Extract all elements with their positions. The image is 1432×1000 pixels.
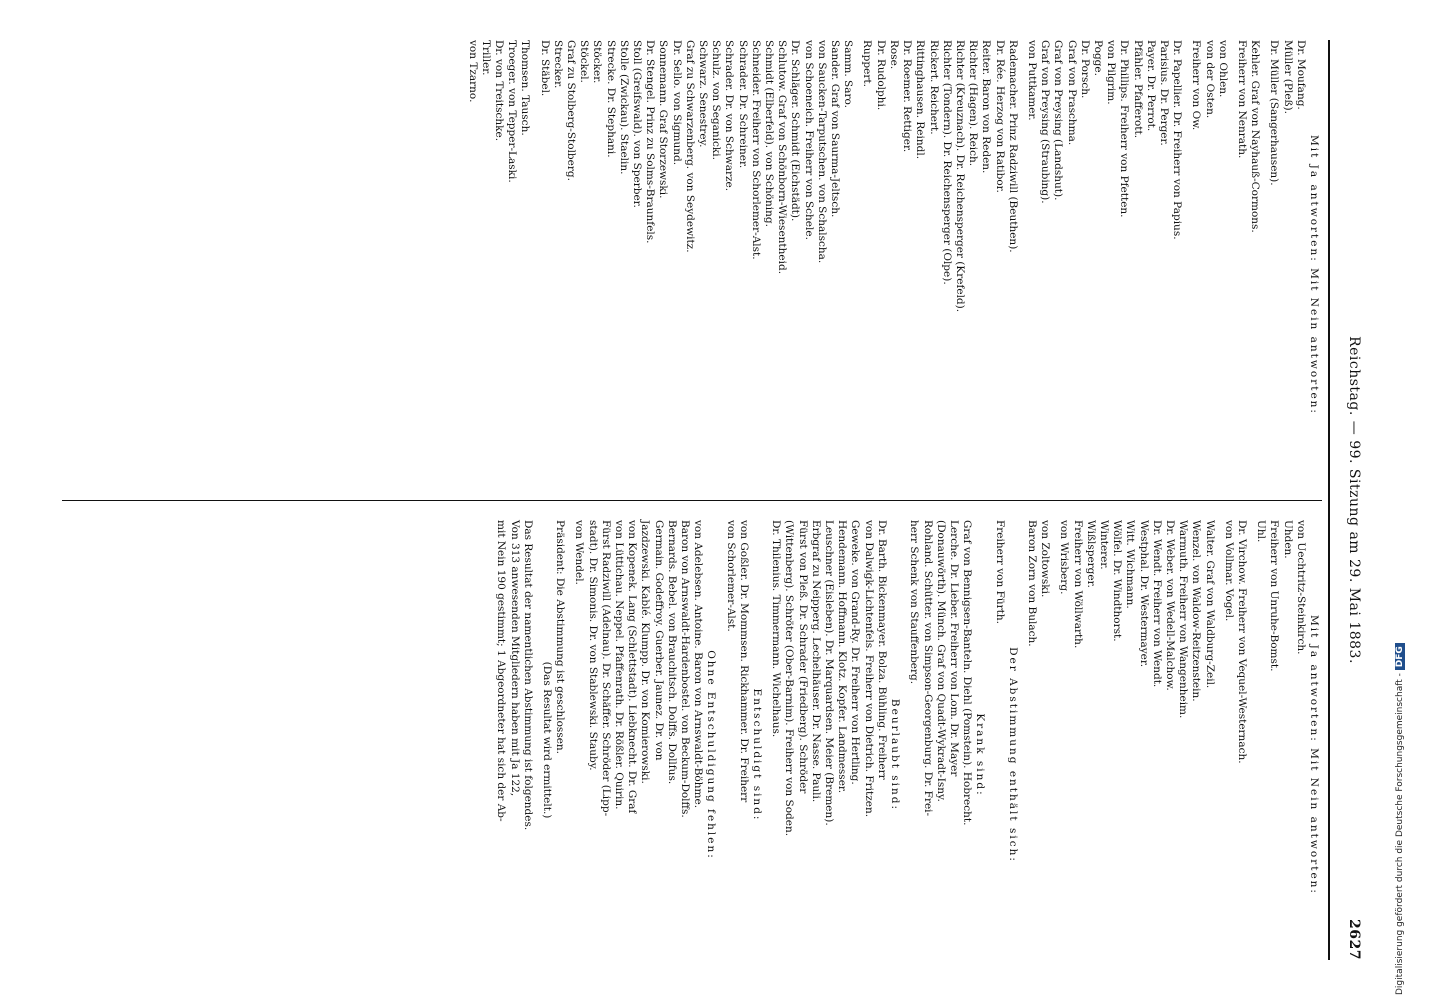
text-line: von Uechtritz-Steinkirch. [1294,520,1307,655]
text-line: Wißlsperger. [1084,520,1097,588]
text-line: von Pilgrim. [1105,40,1118,105]
text-line: Graf von Praschma. [1065,40,1078,146]
spacer [531,40,537,480]
text-line: Mit Ja antworten: Mit Nein antworten: [1308,135,1320,415]
text-line: Dr. Weber. von Wedell-Malchow. [1163,520,1176,691]
text-line: von Schoeneich. Freiherr von Schele. [802,40,815,240]
text-line: von der Osten. [1203,40,1216,119]
text-line: von Goßler. Dr. Mommsen. Rickhammer. Dr. Freiherr [737,520,750,803]
text-line: Stolle (Zwickau). Staelin. [617,40,630,175]
text-line: Das Resultat der namentlichen Abstimmung ist folgendes. [521,520,534,831]
text-line: von Puttkamer. [1025,40,1038,121]
spacer [1216,520,1222,960]
text-line: Von 313 anwesenden Mitgliedern haben mit Ja 122, [508,520,521,797]
text-line: Müller (Pleß). [1281,40,1294,114]
text-line: Richter (Kreuznach). Dr. Reichensperger (Krefeld). [953,40,966,313]
text-line: Witt. Wichmann. [1124,520,1137,609]
text-line: Rittinghausen. Reindl. [914,40,927,160]
text-line: Dr. Virchow. Freiherr von Vequel-Westernach. [1235,520,1248,764]
text-line: von Zoltowski. [1039,520,1052,598]
text-line: Dr. Wendt. Freiherr von Wendt. [1150,520,1163,688]
text-line: Sander. Graf von Saurma-Jeltsch. [829,40,842,218]
text-line: Fürst Radziwill (Adelnau). Dr. Schäffer. Schröder (Lipp- [599,520,612,817]
text-line: von Tzarno. [466,40,479,103]
text-line: Thomsen. Tausch. [519,40,532,136]
text-line: Baron Zorn von Bulach. [1025,520,1038,647]
text-line: Graf zu Stolberg-Stolberg. [565,40,578,181]
text-line: Troeger. von Tepper-Laski. [506,40,519,183]
text-line: von Dalwigk-Lichtenfels. Freiherr von Dietrich. Fritzen. [862,520,875,818]
text-line: Rose. [887,40,900,70]
text-line: Schlutow. Graf von Schönborn-Wiesentheid. [776,40,789,275]
right-column [494,520,1320,960]
text-line: von Vollmar. Vogel. [1222,520,1235,622]
text-line: von Wendel. [573,520,586,585]
text-line: Dr. Stäbel. [538,40,551,97]
spacer [1019,40,1025,480]
text-line: Richter (Hagen). Reich. [967,40,980,167]
text-line: Stöcker. [591,40,604,84]
dfg-logo: DFG [1395,643,1405,670]
text-line: Westphal. Dr. Westermayer. [1137,520,1150,668]
text-line: herr Schenk von Stauffenberg. [908,520,921,685]
text-line: Fürst von Pleß. Dr. Schrader (Friedberg). Schröder [796,520,809,794]
text-line: von Adelebsen. Antoine. Baron von Arnswaldt-Böhme. [692,520,705,809]
text-line: von Kopenek. Lang (Schlettstadt). Liebknecht. Dr. Graf [626,520,639,814]
text-line: Der Abstimmung enthält sich: [1006,647,1019,863]
text-line: Dr. Phillips. Freiherr von Pfetten. [1118,40,1131,218]
text-line: Payer. Dr. Perrot. [1144,40,1157,132]
text-line: Lerche. Dr. Lieber. Freiherr von Lom. Dr. Mayer [947,520,960,777]
text-line: Erbgraf zu Neipperg. Lechelhäuser. Dr. Nasse. Pauli. [809,520,822,803]
text-line: Freiherr von Wöllwarth. [1071,520,1084,649]
text-line: Ohne Entschuldigung fehlen: [705,650,718,860]
text-line: Rademacher. Prinz Radziwill (Beuthen). [1006,40,1019,253]
text-line: Dr. Thilenius. Timmermann. Wichelhaus. [770,520,783,738]
text-line: Richter (Tondern). Dr. Reichensperger (Olpe). [940,40,953,285]
text-line: Leuschner (Eisleben). Dr. Marquardsen. Meier (Bremen). [823,520,836,826]
text-line: Schneider. Freiherr von Schorlemer-Alst. [749,40,762,260]
column-divider [62,500,1322,501]
text-line: Stöckel. [578,40,591,83]
header-rule [1328,40,1330,960]
text-line: Freiherr von Ow. [1190,40,1203,131]
text-line: Walter. Graf von Waldburg-Zeil. [1203,520,1216,689]
text-line: Dr. Porsch. [1078,40,1091,99]
text-line: Triller. [479,40,492,76]
text-line: Schmidt (Elberfeld). von Schöning. [763,40,776,227]
text-line: Schrader. Dr. von Schwarze. [723,40,736,192]
text-line: Entschuldigt sind: [751,688,764,822]
text-line: Uhden. [1281,520,1294,559]
text-line: Winterer. [1097,520,1110,570]
text-line: Baron von Arnswaldt-Hardenbostel. von Beckum-Dolffs. [679,520,692,818]
text-line: Germain. Godeffroy. Guerber. Jaunez. Dr. von [652,520,665,761]
text-line: Dr. Moufang. [1294,40,1307,110]
text-line: stadt). Dr. Simonis. Dr. von Stablewski. Stauby. [586,520,599,771]
rotated-page [8,0,1370,1000]
text-line: Dr. von Treitschke. [493,40,506,142]
text-line: Warmuth. Freiherr von Wangenheim. [1177,520,1190,719]
digitization-note [1395,643,1405,995]
text-line: Freiherr von Nenrath. [1235,40,1248,159]
text-line: Stoll (Greifswald). von Sperber. [631,40,644,208]
text-line: Dr. Schläger. Schmidt (Eichstädt). [789,40,802,222]
text-line: Dr. Roemer. Rettiger. [901,40,914,153]
text-line: Mit Ja antworten: Mit Nein antworten: [1308,615,1320,895]
header-title: Reichstag. — 99. Sitzung am 29. Mai 1883. [1346,336,1362,664]
text-line: mit Nein 190 gestimmt; 1 Abgeordneter hat sich der Ab- [495,520,508,822]
text-line: Graf von Bennigsen-Banteln. Diehl (Pomstein). Hobrecht. [961,520,974,826]
text-line: (Das Resultat wird ermittelt.) [541,661,554,819]
text-line: (Donauwörth). Münch. Graf von Quadt-Wykradt-Isny. [934,520,947,802]
text-line: Freiherr von Unruhe-Bomst. [1268,520,1281,672]
text-line: Präsident: Die Abstimmung ist geschlossen. [554,520,567,755]
text-line: Pfähler. Pfafferott. [1131,40,1144,139]
spacer [534,520,540,960]
text-line: Strecker. [551,40,564,89]
text-line: von Saucken-Tarputschen. von Schalscha. [815,40,828,264]
text-line: von Ohlen. [1216,40,1229,98]
text-line: Dr. Papellier. Dr. Freiherr von Papius. [1171,40,1184,240]
text-line: Dr. Barth. Bickenmayer. Bolza. Bühling. Freiherr [875,520,888,780]
text-line: Schrader. Dr. Schreiner. [736,40,749,169]
text-line: Graf von Preysing (Straubing). [1039,40,1052,204]
text-line: Strecke. Dr. Stephani. [604,40,617,158]
text-line: Wenzel. von Waldow-Reitzenstein. [1190,520,1203,702]
spacer [1229,40,1235,480]
text-line: Sonnemann. Graf Storzewski. [657,40,670,199]
text-line: Rickert. Reichert. [927,40,940,135]
text-line: Dr. Müller (Sangerhausen). [1268,40,1281,186]
text-line: Jazdzewski. Kablé. Klumpp. Dr. von Komierowski. [639,520,652,784]
text-line: Schwarz. Senestrey. [697,40,710,148]
text-line: Geweke. von Grand-Ry. Dr. Freiherr von Hertling. [849,520,862,785]
text-line: Dr. Rée. Herzog von Ratibor. [993,40,1006,193]
text-line: Dr. Rudolphi. [874,40,887,111]
text-line: von Wrisberg. [1058,520,1071,595]
text-line: Schulz. von Seganicki. [710,40,723,160]
spacer [1019,520,1025,960]
text-line: Bernards. Bebel. von Brauchitsch. Dolffs. Dollfus. [665,520,678,785]
text-line: Reiter. Baron von Reden. [980,40,993,174]
text-line: Kehler. Graf von Nayhauß-Cormons. [1249,40,1262,233]
text-line: Freiherr von Fürth. [993,520,1006,624]
left-column [465,40,1320,480]
text-line: Rohland. Schütter. von Simpson-Georgenburg. Dr. Frei- [921,520,934,817]
page-number: 2627 [1346,919,1362,960]
text-line: von Lüttichau. Neppel. Pfaffenrath. Dr. Rößler. Quirin. [613,520,626,810]
text-line: von Schorlemer-Alst. [724,520,737,632]
text-line: Samm. Saro. [842,40,855,108]
text-line: Krank sind: [974,713,987,797]
text-line: Parisius. Dr. Perger. [1157,40,1170,146]
text-line: Pogge. [1091,40,1104,76]
text-line: (Wittenberg). Schröter (Ober-Barnim). Freiherr von Soden. [783,520,796,837]
text-line: Beurlaubt sind: [889,698,902,812]
text-line: Dr. Sello. von Sigmund. [670,40,683,166]
text-line: Graf zu Schwarzenberg. von Seydewitz. [683,40,696,253]
spacer [1248,520,1254,960]
text-line: Uhl. [1255,520,1268,543]
text-line: Graf von Preysing (Landshut). [1052,40,1065,201]
text-line: Wölfel. Dr. Windthorst. [1111,520,1124,642]
text-line: Hendemann. Hoffmann. Klotz. Kopfer. Landmesser. [836,520,849,794]
digitization-text: Digitalisierung gefördert durch die Deutsche Forschungsgemeinschaft - [1395,673,1405,995]
spacer [566,520,572,960]
spacer [854,40,860,480]
text-line: Ruppert. [861,40,874,87]
text-line: Dr. Stengel. Prinz zu Solms-Braunfels. [644,40,657,244]
